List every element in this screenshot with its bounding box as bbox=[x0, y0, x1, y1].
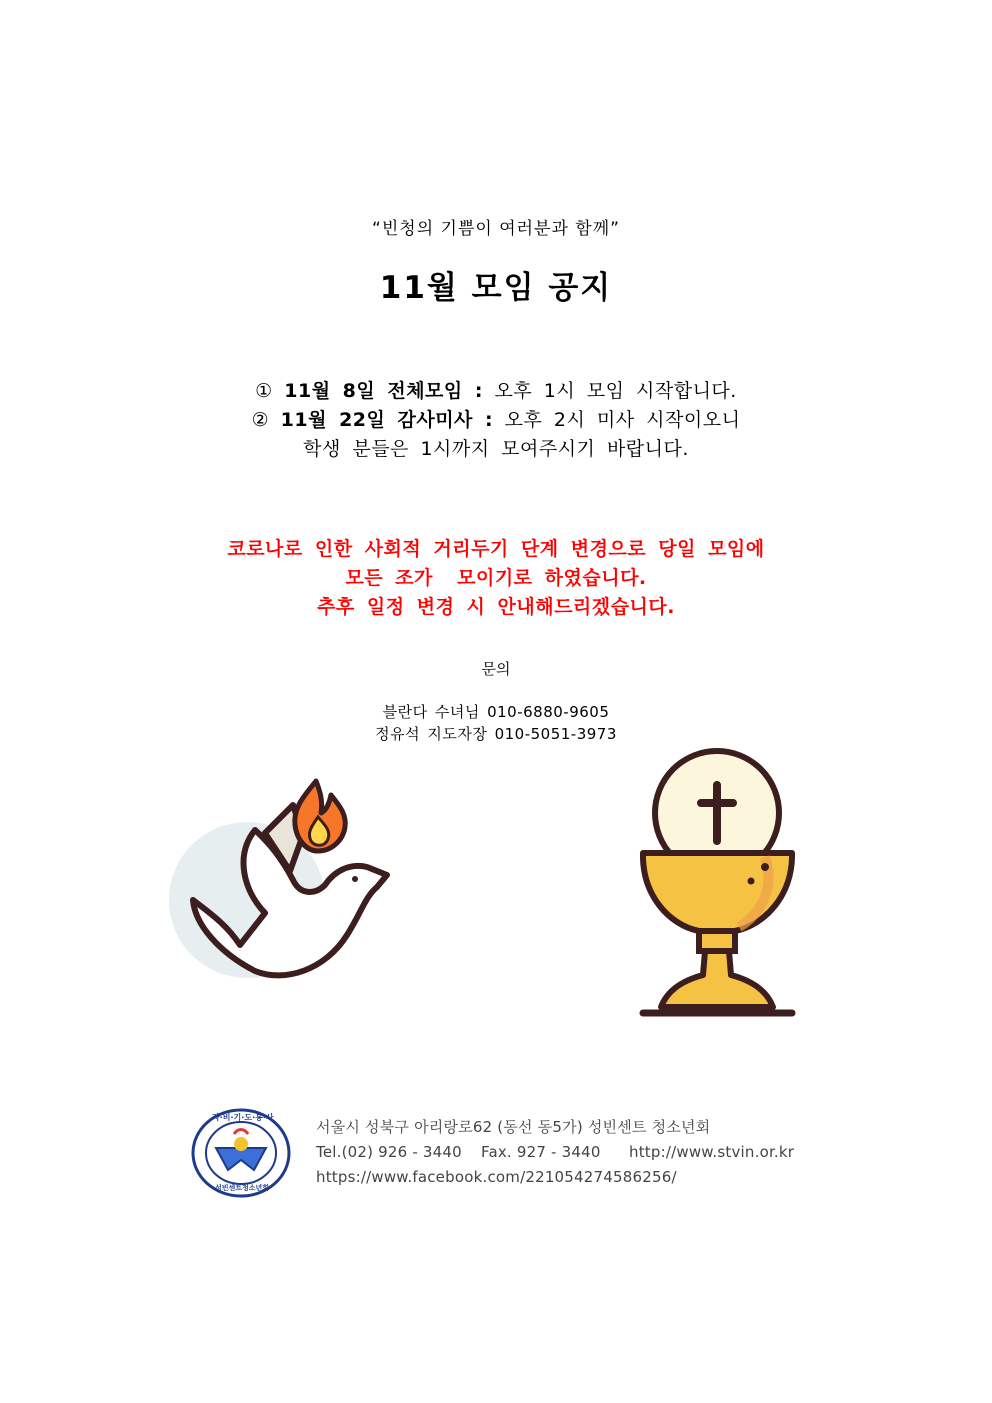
logo-top-text: 자·비·기·도·봉·사 bbox=[212, 1113, 274, 1122]
item-detail: 오후 1시 모임 시작합니다. bbox=[494, 380, 737, 402]
item-detail: 오후 2시 미사 시작이오니 bbox=[504, 409, 741, 431]
footer-fax: Fax. 927 - 3440 bbox=[481, 1143, 601, 1161]
logo-bottom-text: 성빈센트청소년회 bbox=[214, 1184, 270, 1192]
schedule-item-2 bbox=[0, 405, 992, 432]
item-marker: ② bbox=[251, 409, 270, 431]
schedule-item-1 bbox=[0, 376, 992, 403]
contact-person-1: 블란다 수녀님 010-6880-9605 bbox=[382, 703, 610, 721]
footer-address: 서울시 성북구 아리랑로62 (동선 동5가) 성빈센트 청소년회 bbox=[316, 1118, 711, 1136]
notice-line-2: 모든 조가 모이기로 하였습니다. bbox=[345, 567, 647, 589]
footer-facebook-link[interactable]: https://www.facebook.com/221054274586256/ bbox=[316, 1168, 677, 1186]
inquiry-heading: 문의 bbox=[481, 660, 511, 678]
notice-line-3: 추후 일정 변경 시 안내해드리겠습니다. bbox=[317, 596, 675, 618]
footer-tel: Tel.(02) 926 - 3440 bbox=[316, 1143, 462, 1161]
page-title: 11월 모임 공지 bbox=[379, 270, 613, 306]
footer-contact-row bbox=[316, 1143, 794, 1161]
schedule-item-3: 학생 분들은 1시까지 모여주시기 바랍니다. bbox=[303, 438, 689, 460]
dove-with-flame-icon bbox=[165, 775, 395, 990]
item-label: 11월 22일 감사미사 : bbox=[280, 409, 494, 431]
motto-text: “빈청의 기쁨이 여러분과 함께” bbox=[372, 219, 620, 239]
item-marker: ① bbox=[255, 380, 273, 402]
footer-website-link[interactable]: http://www.stvin.or.kr bbox=[629, 1143, 795, 1161]
item-label: 11월 8일 전체모임 : bbox=[284, 380, 483, 402]
chalice-host-icon bbox=[635, 745, 800, 1025]
notice-line-1: 코로나로 인한 사회적 거리두기 단계 변경으로 당일 모임에 bbox=[227, 538, 765, 560]
contact-person-2: 정유석 지도자장 010-5051-3973 bbox=[375, 725, 617, 743]
